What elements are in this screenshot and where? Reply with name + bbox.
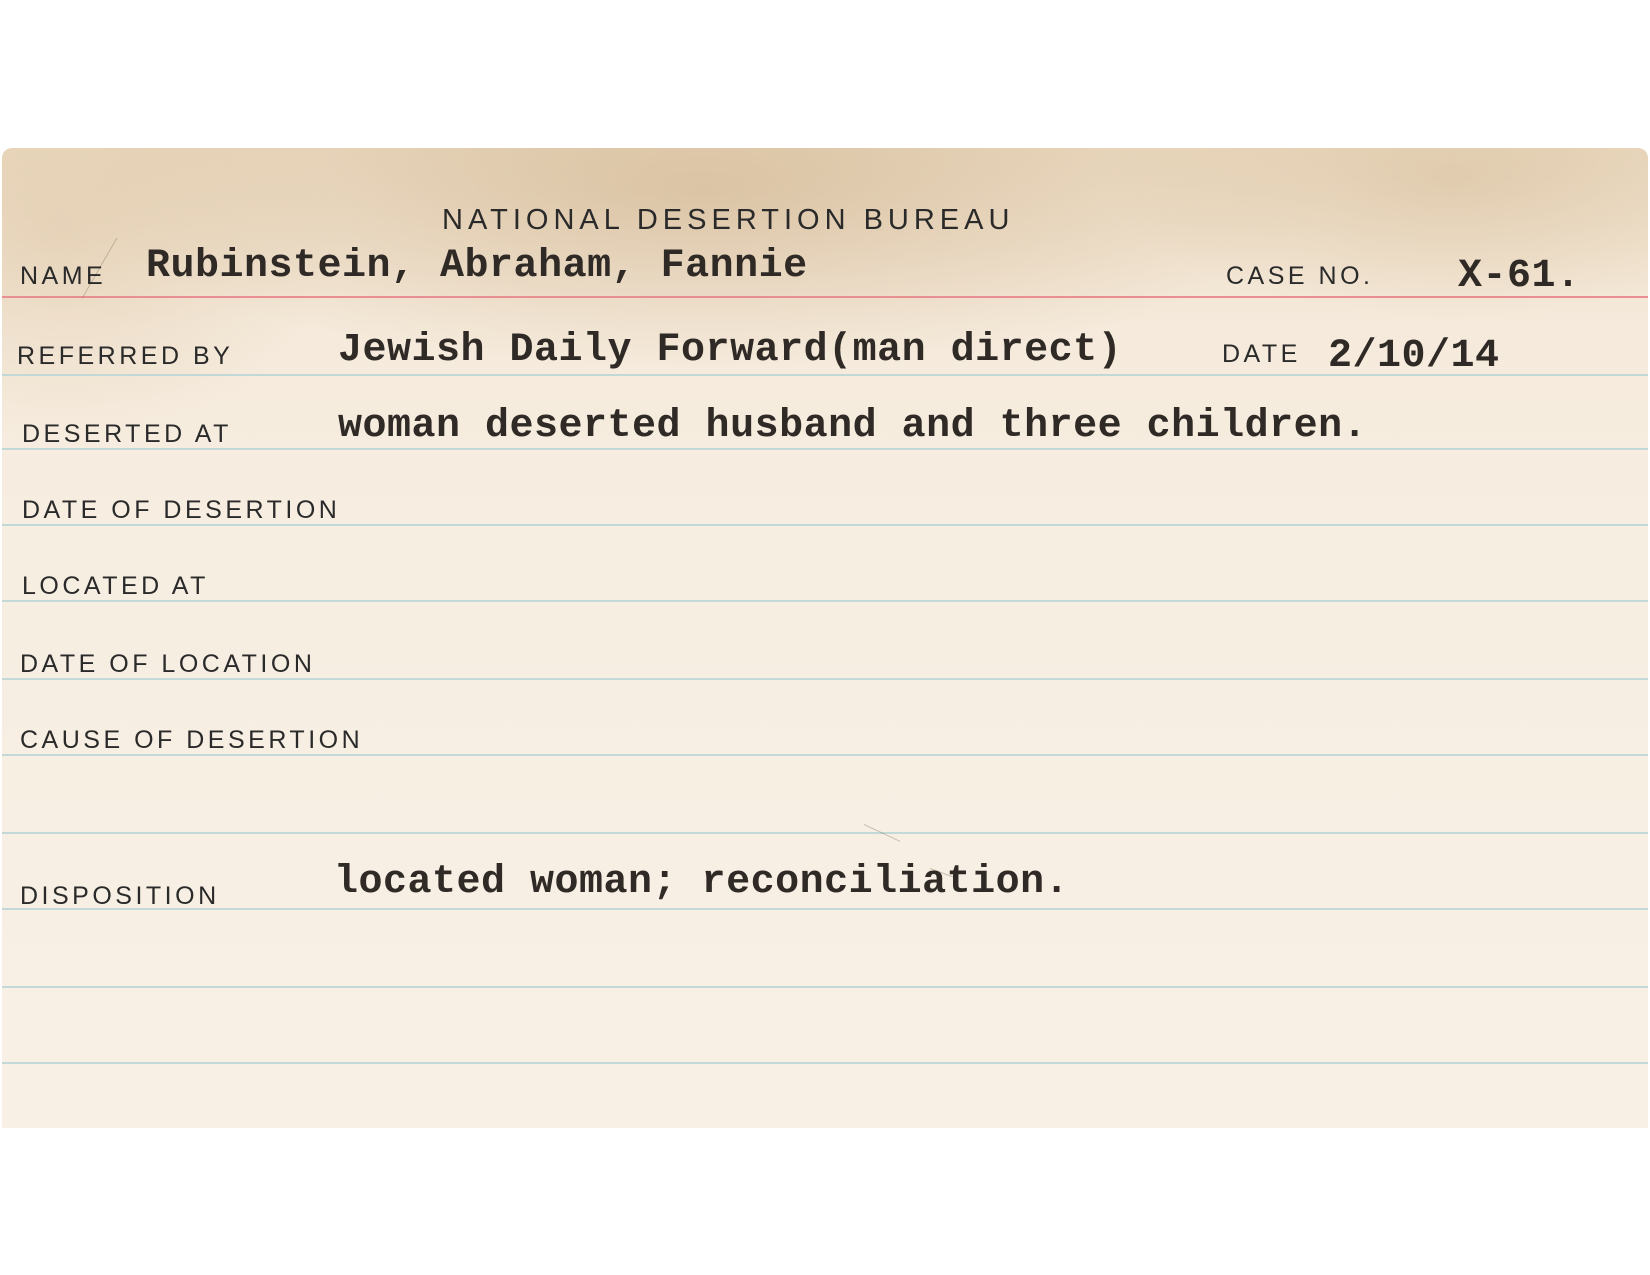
- disposition-label: DISPOSITION: [20, 882, 220, 910]
- name-label: NAME: [20, 262, 107, 290]
- ruled-line: [2, 600, 1648, 602]
- deserted-at-label: DESERTED AT: [22, 420, 232, 448]
- index-card: [2, 148, 1648, 1128]
- date-value: 2/10/14: [1328, 334, 1500, 379]
- case-no-label: CASE NO.: [1226, 262, 1374, 290]
- ruled-line: [2, 832, 1648, 834]
- referred-by-value: Jewish Daily Forward(man direct): [338, 328, 1123, 373]
- card-title: NATIONAL DESERTION BUREAU: [442, 204, 1015, 236]
- located-at-label: LOCATED AT: [22, 572, 209, 600]
- date-label: DATE: [1222, 340, 1301, 368]
- referred-by-label: REFERRED BY: [17, 342, 234, 370]
- ruled-line: [2, 1062, 1648, 1064]
- disposition-value: located woman; reconciliation.: [334, 860, 1070, 905]
- ruled-line: [2, 908, 1648, 910]
- date-of-desertion-label: DATE OF DESERTION: [22, 496, 341, 524]
- case-no-value: X-61.: [1458, 254, 1581, 299]
- date-of-location-label: DATE OF LOCATION: [20, 650, 316, 678]
- name-value: Rubinstein, Abraham, Fannie: [146, 244, 808, 289]
- cause-of-desertion-label: CAUSE OF DESERTION: [20, 726, 364, 754]
- deserted-at-value: woman deserted husband and three children.: [338, 404, 1368, 449]
- header-red-rule: [2, 296, 1648, 298]
- ruled-line: [2, 986, 1648, 988]
